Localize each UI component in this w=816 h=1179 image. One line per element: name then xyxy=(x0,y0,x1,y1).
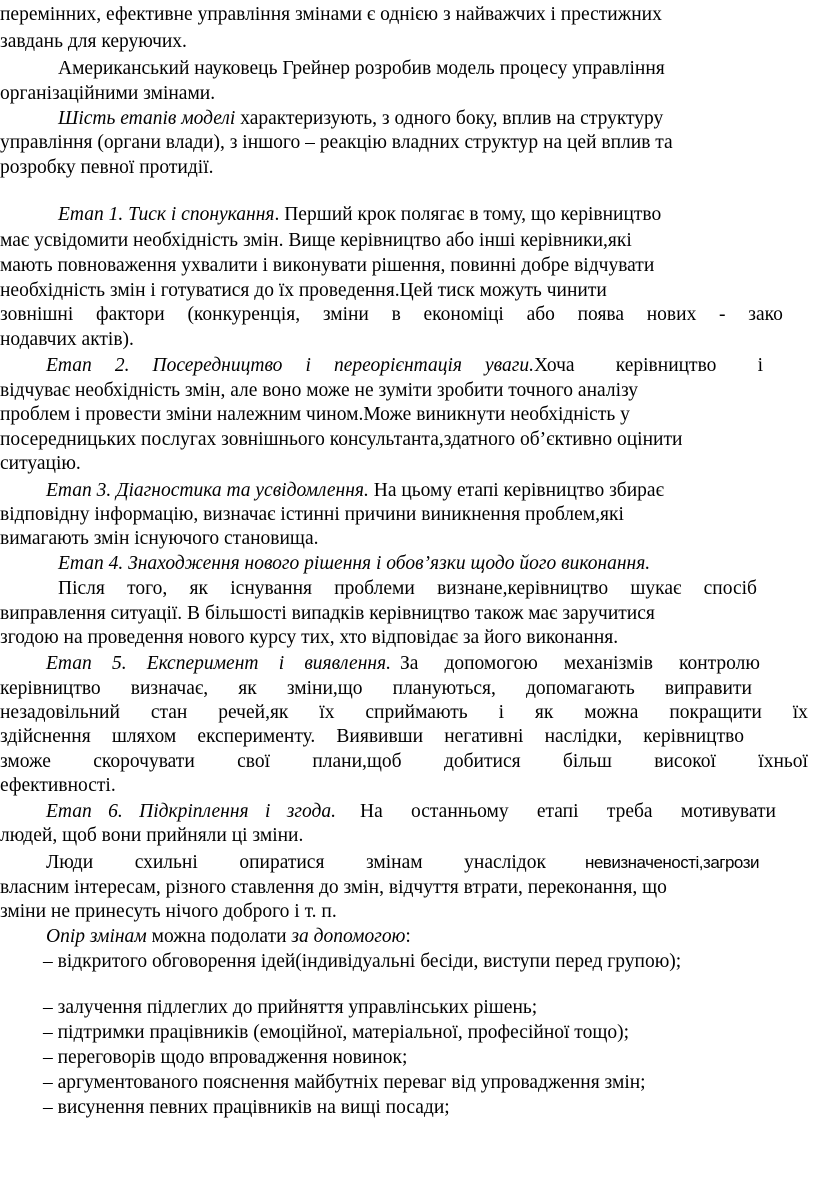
text-line: посередницьких послугах зовнішнього консультанта,здатного об’єктивно оцінити xyxy=(0,429,683,450)
text-line: нодавчих актів). xyxy=(0,329,134,350)
text-line: Після того, як існування проблеми визнане,керівництво шукає спосіб xyxy=(58,578,757,599)
stage-3-heading: Етап 3. Діагностика та усвідомлення. На цьому етапі керівництво збирає xyxy=(46,480,664,501)
text-line: зможе скорочувати свої плани,щоб добитися більш високої їхньої xyxy=(0,751,808,772)
stage-4-heading: Етап 4. Знаходження нового рішення і обов’язки щодо його виконання. xyxy=(58,553,651,574)
list-item: – висунення певних працівників на вищі посади; xyxy=(43,1097,450,1118)
text-line: проблем і провести зміни належним чином.Може виникнути необхідність у xyxy=(0,404,630,425)
text-line: розробку певної протидії. xyxy=(0,157,214,178)
text-line: Американський науковець Грейнер розробив модель процесу управління xyxy=(58,58,665,79)
stage-1-heading: Етап 1. Тиск і спонукання. Перший крок полягає в тому, що керівництво xyxy=(58,204,662,225)
text-line: мають повноваження ухвалити і виконувати рішення, повинні добре відчувати xyxy=(0,255,655,276)
text-line: зовнішні фактори (конкуренція, зміни в економіці або поява нових - зако xyxy=(0,304,783,325)
list-item: – підтримки працівників (емоційної, матеріальної, професійної тощо); xyxy=(43,1022,629,1043)
list-item: – відкритого обговорення ідей(індивідуальні бесіди, виступи перед групою); xyxy=(43,951,682,972)
italic-term: Шість етапів моделі xyxy=(58,108,236,129)
list-item: – переговорів щодо впровадження новинок; xyxy=(43,1047,408,1068)
text-line: Опір змінам можна подолати за допомогою: xyxy=(46,926,411,947)
text-line: виправлення ситуації. В більшості випадків керівництво також має заручитися xyxy=(0,603,655,624)
text-line: необхідність змін і готуватися до їх проведення.Цей тиск можуть чинити xyxy=(0,280,607,301)
text-line: відчуває необхідність змін, але воно може не зуміти зробити точного аналізу xyxy=(0,380,639,401)
text-line: незадовільний стан речей,як їх сприймають і як можна покращити їх xyxy=(0,702,808,723)
list-item: – аргументованого пояснення майбутніх переваг від упровадження змін; xyxy=(43,1072,646,1093)
text-line: здійснення шляхом експерименту. Виявивши негативні наслідки, керівництво xyxy=(0,726,744,747)
text-line: зміни не принесуть нічого доброго і т. п. xyxy=(0,901,337,922)
text-line: завдань для керуючих. xyxy=(0,31,187,52)
text-line: ситуацію. xyxy=(0,453,81,474)
text-line: вимагають змін існуючого становища. xyxy=(0,528,319,549)
text-line: людей, щоб вони прийняли ці зміни. xyxy=(0,825,304,846)
text-line: Шість етапів моделі характеризують, з одного боку, вплив на структуру xyxy=(58,108,664,129)
text-line: власним інтересам, різного ставлення до змін, відчуття втрати, переконання, що xyxy=(0,877,667,898)
text-line: організаційними змінами. xyxy=(0,83,216,104)
text-line: Люди схильні опиратися змінам унаслідок невизначеності,загрози xyxy=(46,852,759,873)
text-line: ефективності. xyxy=(0,775,116,796)
stage-2-heading: Етап 2. Посередництво і переорієнтація уваги. Хоча керівництво і xyxy=(46,355,763,376)
text-line: перемінних, ефективне управління змінами є однією з найважчих і престижних xyxy=(0,4,662,25)
text-line: відповідну інформацію, визначає істинні причини виникнення проблем,які xyxy=(0,504,624,525)
list-item: – залучення підлеглих до прийняття управлінських рішень; xyxy=(43,997,538,1018)
text-line: керівництво визначає, як зміни,що плануються, допомагають виправити xyxy=(0,678,752,699)
text-line: управління (органи влади), з іншого – реакцію владних структур на цей вплив та xyxy=(0,132,673,153)
stage-6-heading: Етап 6. Підкріплення і згода. На останньому етапі треба мотивувати xyxy=(46,801,776,822)
text-line: згодою на проведення нового курсу тих, хто відповідає за його виконання. xyxy=(0,627,619,648)
stage-5-heading: Етап 5. Експеримент і виявлення. За допомогою механізмів контролю xyxy=(46,653,760,674)
text-line: має усвідомити необхідність змін. Вище керівництво або інші керівники,які xyxy=(0,230,632,251)
